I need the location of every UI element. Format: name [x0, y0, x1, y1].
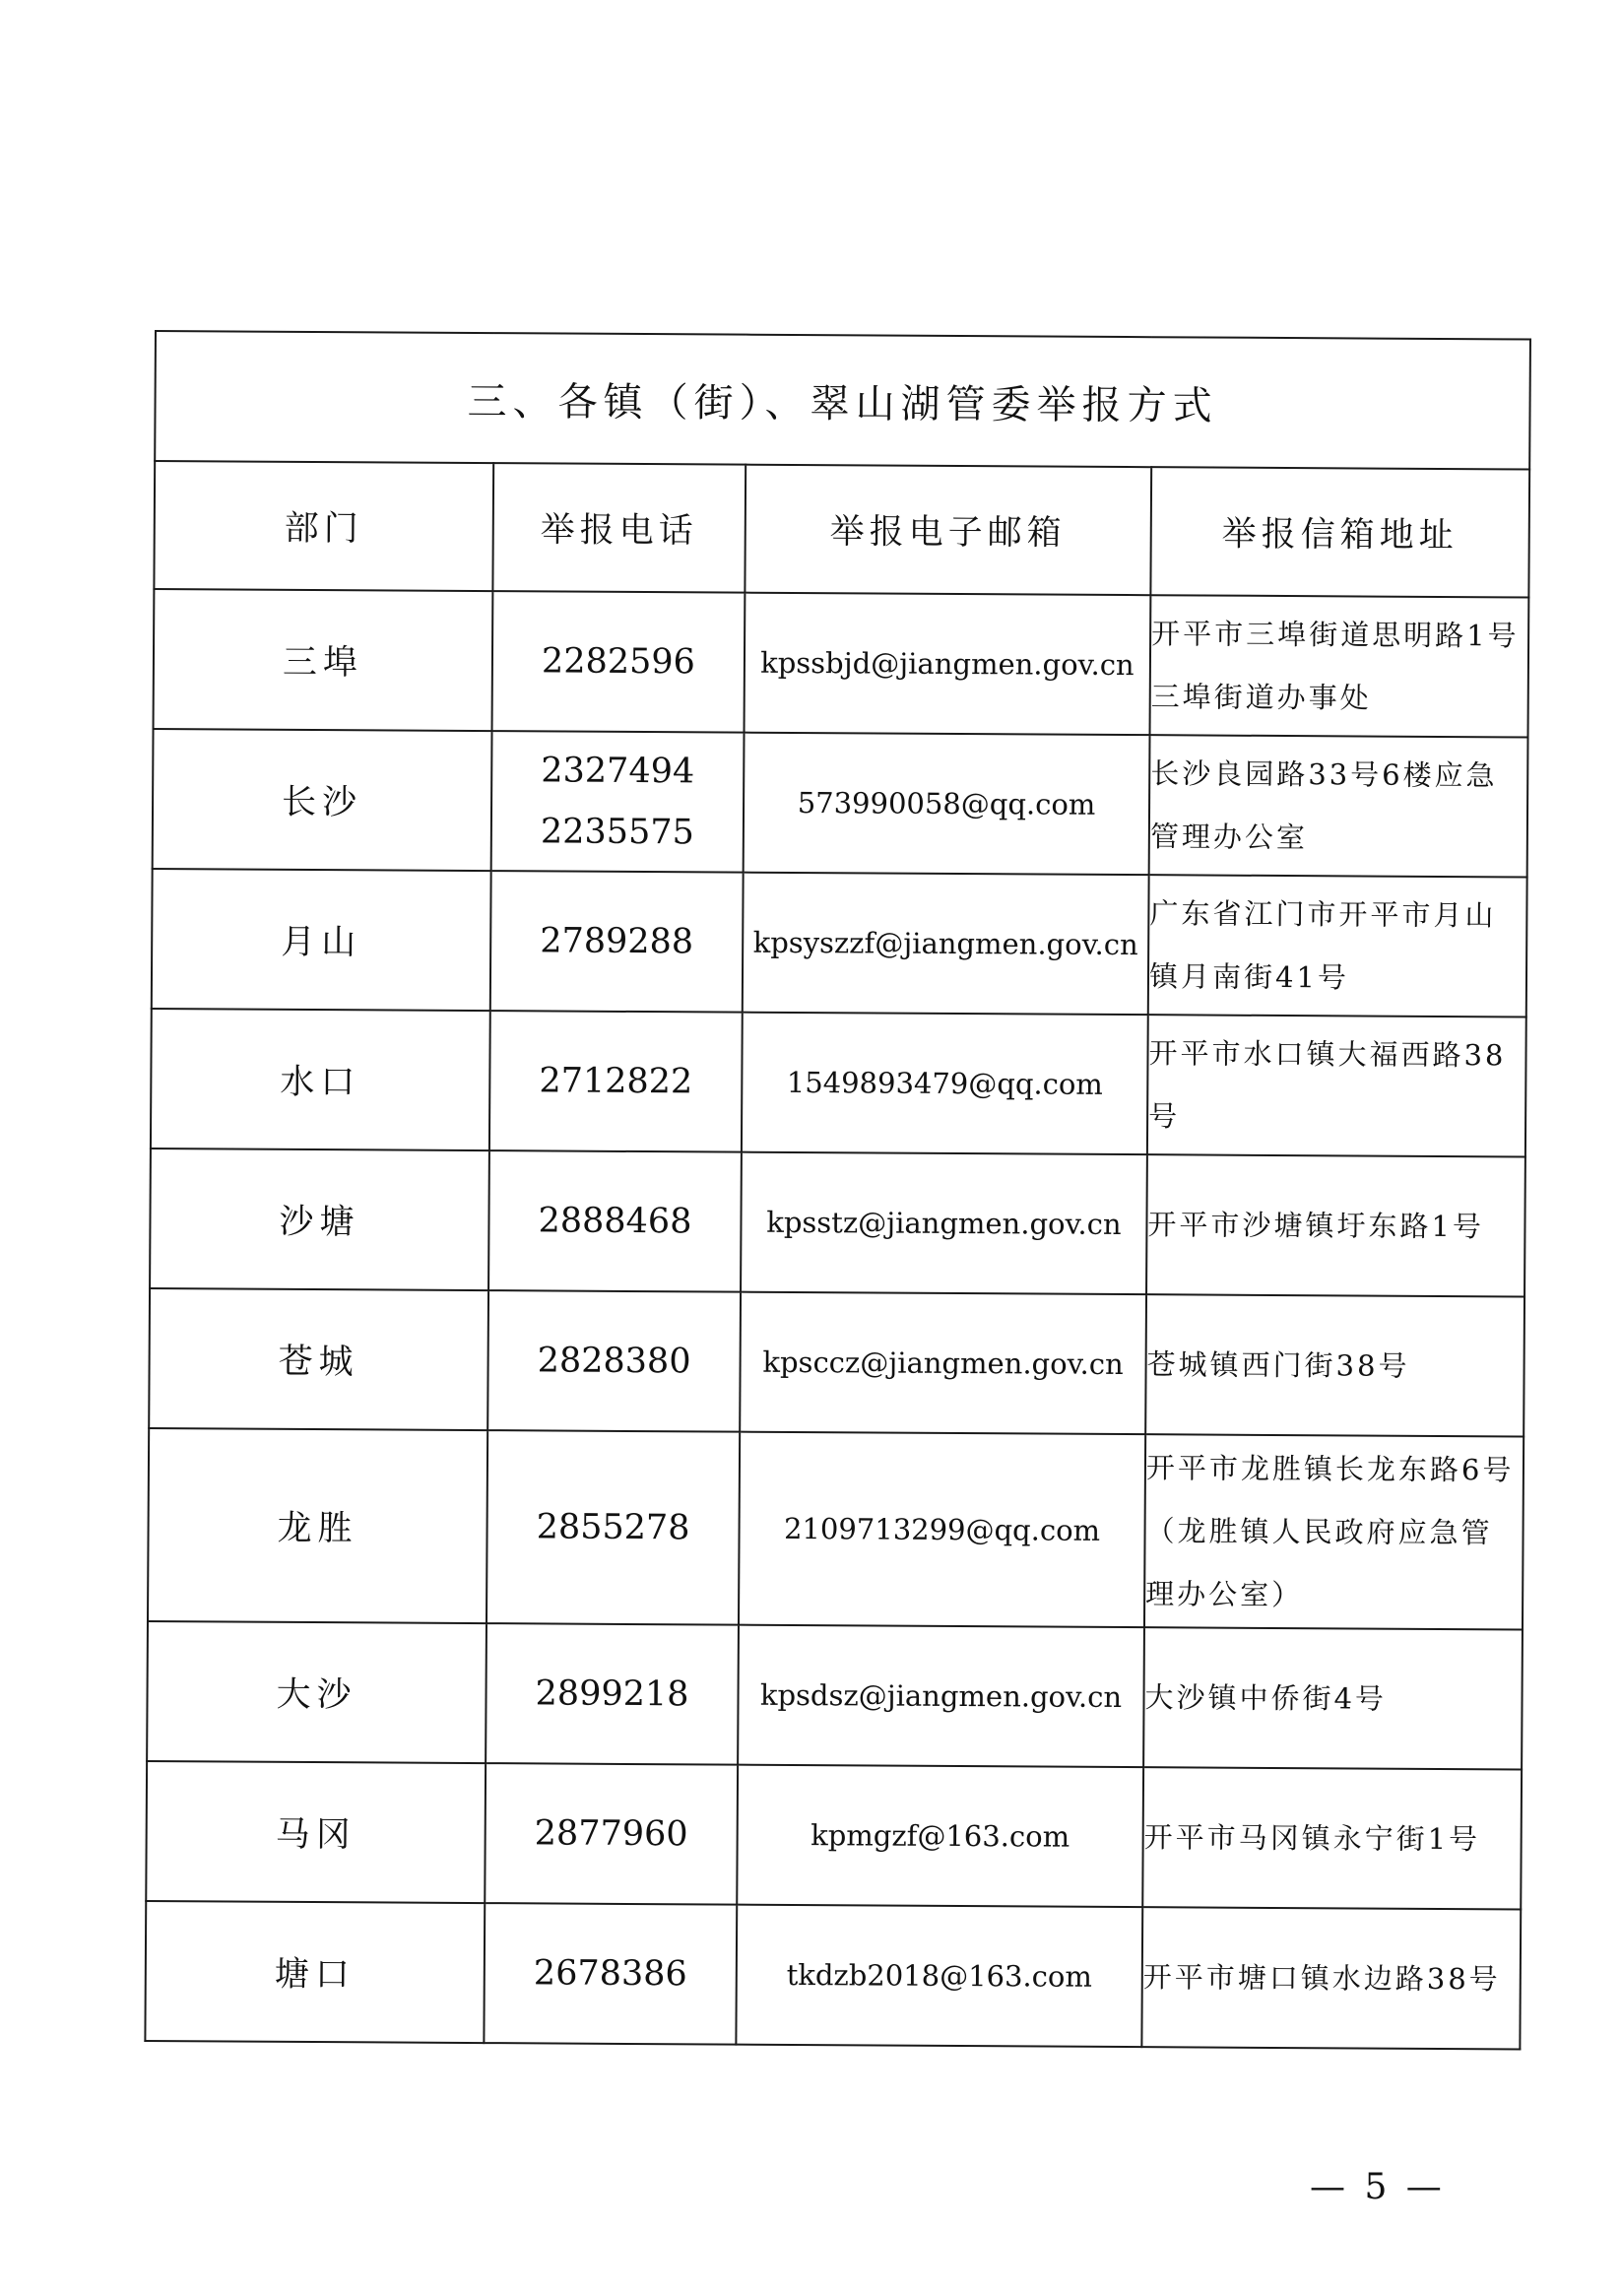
- cell-dept: 沙塘: [150, 1148, 489, 1290]
- phone-number: 2327494: [541, 751, 695, 792]
- cell-phone: [484, 1903, 737, 2045]
- cell-address: 广东省江门市开平市月山镇月南街41号: [1148, 875, 1527, 1017]
- phone-number: 2235575: [540, 812, 694, 853]
- cell-phone: [488, 1150, 742, 1292]
- cell-dept: 长沙: [153, 729, 492, 871]
- header-address: 举报信箱地址: [1150, 467, 1529, 597]
- cell-phone: [486, 1430, 740, 1625]
- cell-dept: 马冈: [146, 1761, 486, 1903]
- phone-number: 2899218: [535, 1673, 689, 1715]
- cell-address: 开平市水口镇大福西路38号: [1147, 1015, 1526, 1156]
- phone-number: 2828380: [537, 1341, 691, 1382]
- cell-dept: 塘口: [145, 1901, 485, 2043]
- table-row: [150, 1148, 1525, 1297]
- phone-number: 2282596: [541, 641, 696, 683]
- table-body: [145, 589, 1528, 2050]
- header-row: [154, 461, 1529, 598]
- cell-email: 2109713299@qq.com: [739, 1432, 1145, 1628]
- cell-dept: 月山: [152, 869, 491, 1011]
- phone-number: 2855278: [536, 1507, 690, 1548]
- page-number: — 5 —: [1310, 2167, 1446, 2207]
- cell-email: kpsccz@jiangmen.gov.cn: [740, 1292, 1146, 1435]
- cell-address: 大沙镇中侨街4号: [1143, 1627, 1523, 1769]
- table-row: [153, 729, 1528, 878]
- cell-address: 开平市塘口镇水边路38号: [1141, 1907, 1521, 2049]
- cell-dept: 大沙: [147, 1621, 486, 1763]
- header-phone: 举报电话: [492, 463, 746, 593]
- cell-email: kpmgzf@163.com: [737, 1765, 1143, 1908]
- cell-phone: [487, 1290, 741, 1432]
- header-dept: 部门: [154, 461, 493, 591]
- cell-phone: [491, 731, 745, 873]
- phone-number: 2712822: [539, 1061, 693, 1102]
- table-row: [154, 589, 1529, 738]
- header-email: 举报电子邮箱: [745, 465, 1151, 596]
- cell-phone: [485, 1763, 738, 1905]
- cell-email: tkdzb2018@163.com: [736, 1905, 1142, 2048]
- cell-email: 1549893479@qq.com: [742, 1013, 1148, 1155]
- cell-dept: 苍城: [149, 1288, 488, 1430]
- table-row: [152, 869, 1527, 1017]
- cell-dept: 三埠: [154, 589, 493, 731]
- cell-phone: [486, 1623, 739, 1765]
- phone-number: 2877960: [534, 1813, 688, 1855]
- phone-number: 2789288: [540, 921, 694, 962]
- cell-phone: [490, 871, 744, 1013]
- cell-email: kpsdsz@jiangmen.gov.cn: [738, 1625, 1144, 1768]
- cell-email: 573990058@qq.com: [744, 733, 1150, 876]
- cell-address: 长沙良园路33号6楼应急管理办公室: [1149, 735, 1528, 877]
- title-row: [155, 331, 1530, 470]
- cell-email: kpssbjd@jiangmen.gov.cn: [745, 593, 1151, 736]
- report-contacts-table: [144, 330, 1531, 2051]
- cell-phone: [492, 591, 746, 733]
- cell-email: kpsstz@jiangmen.gov.cn: [741, 1152, 1147, 1295]
- table-row: [147, 1621, 1523, 1770]
- phone-number: 2888468: [538, 1201, 692, 1242]
- table-row: [148, 1428, 1524, 1630]
- cell-phone: [489, 1011, 743, 1152]
- cell-email: kpsyszzf@jiangmen.gov.cn: [743, 873, 1149, 1016]
- cell-address: 开平市龙胜镇长龙东路6号（龙胜镇人民政府应急管理办公室）: [1144, 1434, 1524, 1629]
- table-row: [145, 1901, 1521, 2050]
- table-title: 三、各镇（街）、翠山湖管委举报方式: [155, 331, 1530, 470]
- cell-dept: 龙胜: [148, 1428, 487, 1623]
- cell-address: 开平市沙塘镇圩东路1号: [1146, 1154, 1525, 1296]
- cell-address: 开平市三埠街道思明路1号三埠街道办事处: [1150, 595, 1529, 737]
- table-row: [151, 1009, 1526, 1157]
- cell-dept: 水口: [151, 1009, 490, 1150]
- cell-address: 开平市马冈镇永宁街1号: [1142, 1767, 1522, 1909]
- phone-number: 2678386: [533, 1953, 687, 1995]
- table-row: [149, 1288, 1524, 1437]
- table-row: [146, 1761, 1522, 1910]
- cell-address: 苍城镇西门街38号: [1145, 1294, 1524, 1436]
